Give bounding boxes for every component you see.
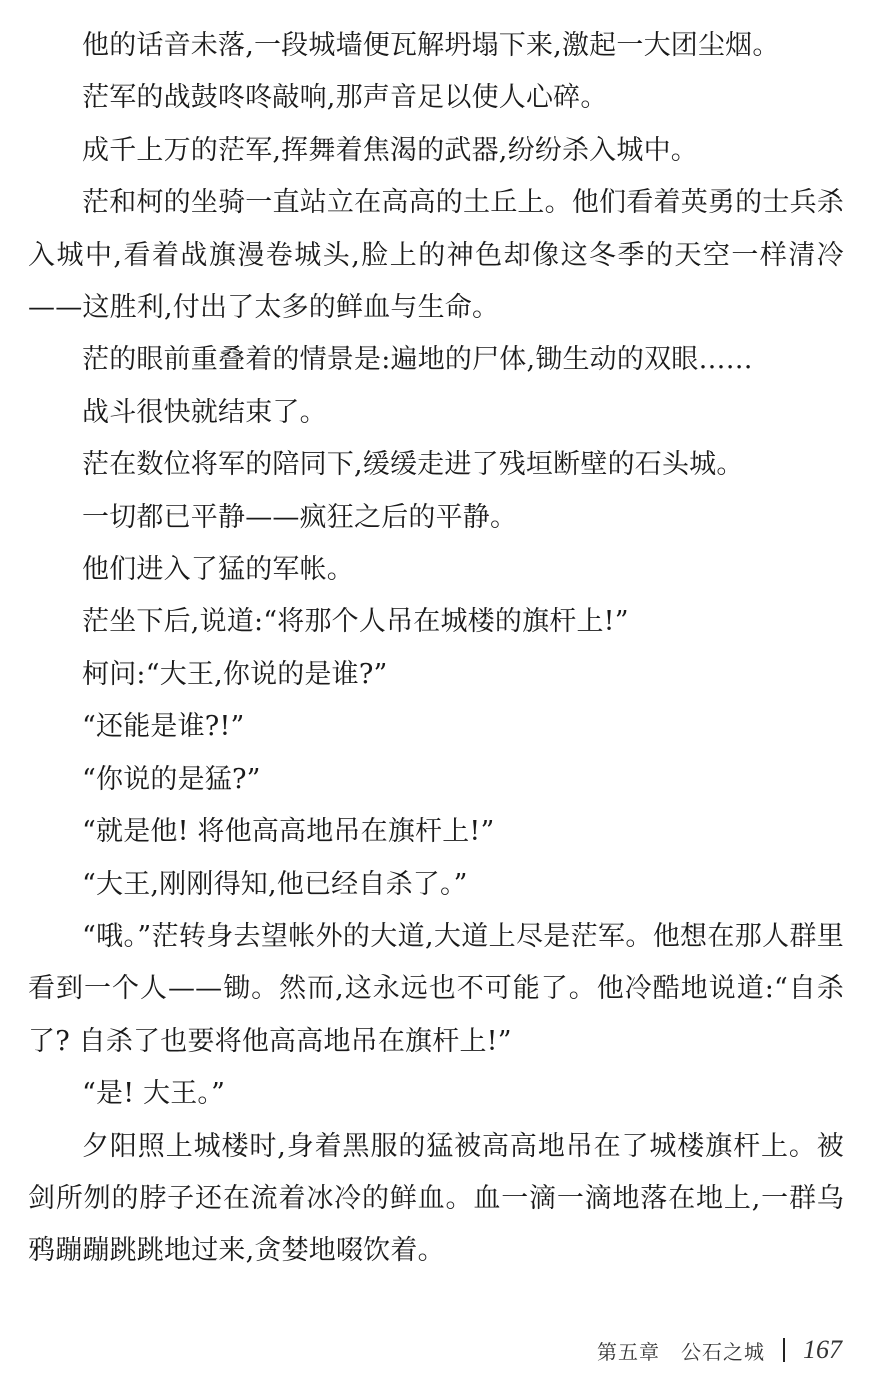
paragraph: “就是他! 将他高高地吊在旗杆上!” [82, 816, 495, 848]
paragraph: 一切都已平静——疯狂之后的平静。 [82, 501, 518, 533]
paragraph: “还能是谁?!” [82, 711, 245, 743]
paragraph: 茫坐下后,说道:“将那个人吊在城楼的旗杆上!” [82, 606, 629, 638]
paragraph: 柯问:“大王,你说的是谁?” [82, 658, 388, 690]
paragraph: 茫军的战鼓咚咚敲响,那声音足以使人心碎。 [82, 82, 608, 114]
paragraph: “你说的是猛?” [82, 763, 261, 795]
chapter-title: 第五章 公石之城 [597, 1339, 765, 1364]
paragraph: “是! 大王。” [82, 1078, 226, 1110]
paragraph: 茫和柯的坐骑一直站立在高高的土丘上。他们看着英勇的士兵杀入城中,看着战旗漫卷城头,脸上的神色却像这冬季的天空一样清冷——这胜利,付出了太多的鲜血与生命。 [28, 187, 844, 324]
paragraph: 他们进入了猛的军帐。 [82, 554, 354, 586]
paragraph: 成千上万的茫军,挥舞着焦渴的武器,纷纷杀入城中。 [82, 134, 698, 166]
paragraph: 茫的眼前重叠着的情景是:遍地的尸体,锄生动的双眼…… [82, 344, 753, 376]
paragraph: “大王,刚刚得知,他已经自杀了。” [82, 868, 468, 900]
paragraph: 茫在数位将军的陪同下,缓缓走进了残垣断壁的石头城。 [82, 449, 744, 481]
paragraph: “哦。”茫转身去望帐外的大道,大道上尽是茫军。他想在那人群里看到一个人——锄。然而,这永远也不可能了。他冷酷地说道:“自杀了? 自杀了也要将他高高地吊在旗杆上!” [28, 920, 844, 1057]
paragraph: 战斗很快就结束了。 [82, 396, 327, 428]
page-body [28, 20, 844, 1278]
page-number: 167 [803, 1335, 842, 1364]
page-footer [597, 1330, 842, 1370]
paragraph: 夕阳照上城楼时,身着黑服的猛被高高地吊在了城楼旗杆上。被剑所刎的脖子还在流着冰冷的鲜血。血一滴一滴地落在地上,一群乌鸦蹦蹦跳跳地过来,贪婪地啜饮着。 [28, 1130, 844, 1267]
paragraph: 他的话音未落,一段城墙便瓦解坍塌下来,激起一大团尘烟。 [82, 30, 780, 61]
footer-divider [783, 1338, 785, 1362]
